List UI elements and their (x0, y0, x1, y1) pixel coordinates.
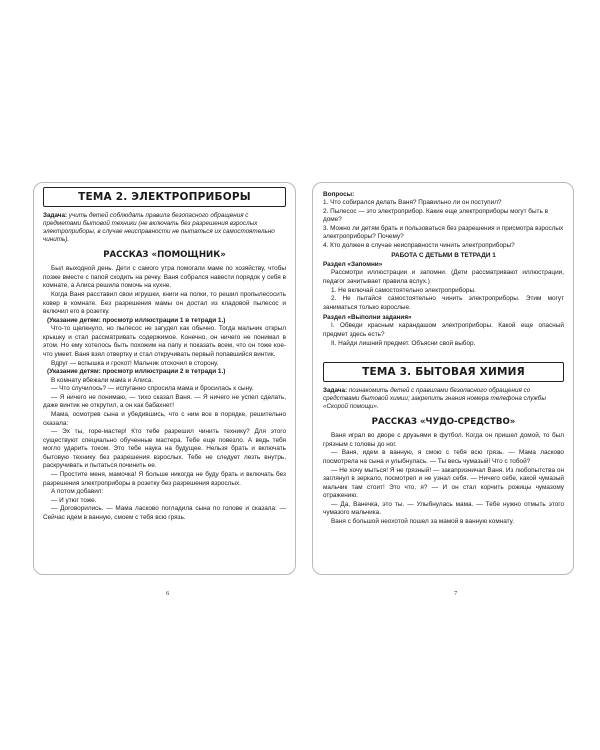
question-item: 4. Кто должен в случае неисправности чинить электроприборы? (323, 241, 515, 249)
questions-heading: Вопросы: (323, 191, 355, 198)
story-paragraph: Ваня играл во дворе с друзьями в футбол. Когда он пришел домой, то был грязным с головы до ног. (323, 432, 564, 448)
story-title: РАССКАЗ «ПОМОЩНИК» (103, 250, 226, 261)
page-number-left: 6 (166, 590, 170, 597)
story-paragraph: — Договорились. — Мама ласково погладила сына по голове и сказала: — Сейчас идем в ванную, смоем с тебя всю грязь. (43, 505, 286, 521)
story-paragraph: Когда Ваня расставил свои игрушки, книги на полки, то решил пропылесосить ковер в комнате. Без разрешения мамы он достал из кладовой пылесос и включил его в розетку. (43, 290, 286, 316)
story-paragraph: Был выходной день. Дети с самого утра помогали маме по хозяйству, чтобы позже вместе с папой сходить на речку. Ваня собрался навести порядок у себя в комнате, а Алиса решила помочь на кухне. (43, 265, 286, 290)
illustration-hint: (Указание детям: просмотр иллюстрации 2 в тетради 1.) (47, 368, 226, 376)
illustration-hint: (Указание детям: просмотр иллюстрации 1 в тетради 1.) (47, 316, 226, 324)
story-paragraph: — И утюг тоже. (51, 496, 97, 504)
right-page (312, 182, 574, 575)
story-paragraph: — Не хочу мыться! Я не грязный! — закапризничал Ваня. Из любопытства он заглянул в зеркало, посмотрел и не узнал себя. — Ничего себе, какой чумазый мальчик там стоит! Это что, я? — И он стал корчить рожицы чумазому отражению. (323, 466, 564, 500)
story-paragraph: — Что случилось? — испуганно спросила мама и бросилась к сыну. (51, 385, 254, 393)
section-tasks-title: Раздел «Выполни задания» (323, 314, 412, 322)
question-item: 2. Пылесос — это электроприбор. Какие еще электроприборы могут быть в доме? (323, 207, 548, 224)
topic-title: ТЕМА 3. БЫТОВАЯ ХИМИЯ (323, 362, 564, 382)
question-item: 1. Что собирался делать Ваня? Правильно ли он поступил? (323, 199, 502, 206)
story-paragraph: В комнату вбежали мама и Алиса. (51, 376, 154, 384)
story-paragraph: — Эх ты, горе-мастер! Кто тебе разрешил чинить технику? Для этого существуют специально обученные мастера. Тебе еще повезло. А ведь тебя могло ударить током. Это тебе наука на будущее. Нельзя брать и включать бытовую технику без разрешения взрослых. Тебе не следует лезть внутрь, раскручивать и пытаться починить ее. (43, 428, 286, 470)
rule-item: 2. Не пытайся самостоятельно чинить электроприборы. Этим могут заниматься только взрослые. (323, 295, 564, 311)
questions-list (323, 199, 564, 250)
task-text: учить детей соблюдать правила безопасного обращения с предметами бытовой техники (не включать без разрешения взрослых электроприборы, в случае неисправности не пытаться их самостоятельно чинить). (43, 212, 275, 244)
task-statement (323, 387, 564, 411)
story-paragraph: Вдруг — вспышка и грохот! Мальчик отскочил в сторону. (51, 359, 219, 367)
task-text: познакомить детей с правилами безопасного обращения со средствами бытовой химии; закрепить знания номера телефона службы «Скорой помощи». (323, 387, 546, 411)
story-paragraph: — Ваня, идем в ванную, я смою с тебя всю грязь. — Мама ласково посмотрела на сына и улыбнулась. — Ты весь чумазый! Что с тобой? (323, 449, 564, 465)
page-number-right: 7 (454, 590, 458, 597)
story-paragraph: А потом добавил: (51, 488, 104, 496)
left-page (33, 182, 296, 575)
exercise-item: II. Найди лишний предмет. Объясни свой выбор. (331, 339, 476, 347)
story-paragraph: — Я ничего не понимаю, — тихо сказал Ваня. — Я ничего не успел сделать, даже винтик не открутил, а он как бабахнет! (43, 393, 286, 410)
topic-title: ТЕМА 2. ЭЛЕКТРОПРИБОРЫ (43, 187, 286, 207)
story-paragraph: — Да, Ванечка, это ты. — Улыбнулась мама. — Тебе нужно отмыть этого чумазого мальчика. (323, 500, 564, 517)
rule-item: 1. Не включай самостоятельно электроприборы. (331, 286, 476, 294)
task-label: Задача: (43, 212, 68, 219)
story-paragraph: — Простите меня, мамочка! Я больше никогда не буду брать и включать без разрешения электроприборы в розетку без разрешения взрослых. (43, 471, 286, 487)
exercise-item: I. Обведи красным карандашом электроприборы. Какой еще опасный предмет здесь есть? (323, 322, 564, 338)
question-item: 3. Можно ли детям брать и пользоваться без разрешения и присмотра взрослых электроприборы? Почему? (323, 224, 564, 241)
workbook-heading: РАБОТА С ДЕТЬМИ В ТЕТРАДИ 1 (391, 252, 496, 260)
section-remember-title: Раздел «Запомни» (323, 261, 383, 269)
section-remember-text: Рассмотри иллюстрации и запомни. (Дети рассматривают иллюстрации, педагог зачитывает правила вслух.) (323, 269, 564, 286)
story-paragraph: Что-то щелкнуло, но пылесос не загудел как обычно. Тогда мальчик открыл крышку и стал рассматривать содержимое. Конечно, он ничего не понимал в этом. Но ему хотелось быть похожим на папу и показать всем, что он тоже кое-что умеет. Ваня взял отвертку и стал откручивать первый попавшийся винтик. (43, 325, 286, 358)
story-title: РАССКАЗ «ЧУДО-СРЕДСТВО» (371, 417, 516, 428)
story-paragraph: Ваня с большой неохотой пошел за мамой в ванную комнату. (331, 518, 515, 526)
task-statement (43, 212, 286, 244)
task-label: Задача: (323, 387, 348, 395)
story-paragraph: Мама, осмотрев сына и убедившись, что с ним все в порядке, решительно сказала: (43, 411, 286, 427)
